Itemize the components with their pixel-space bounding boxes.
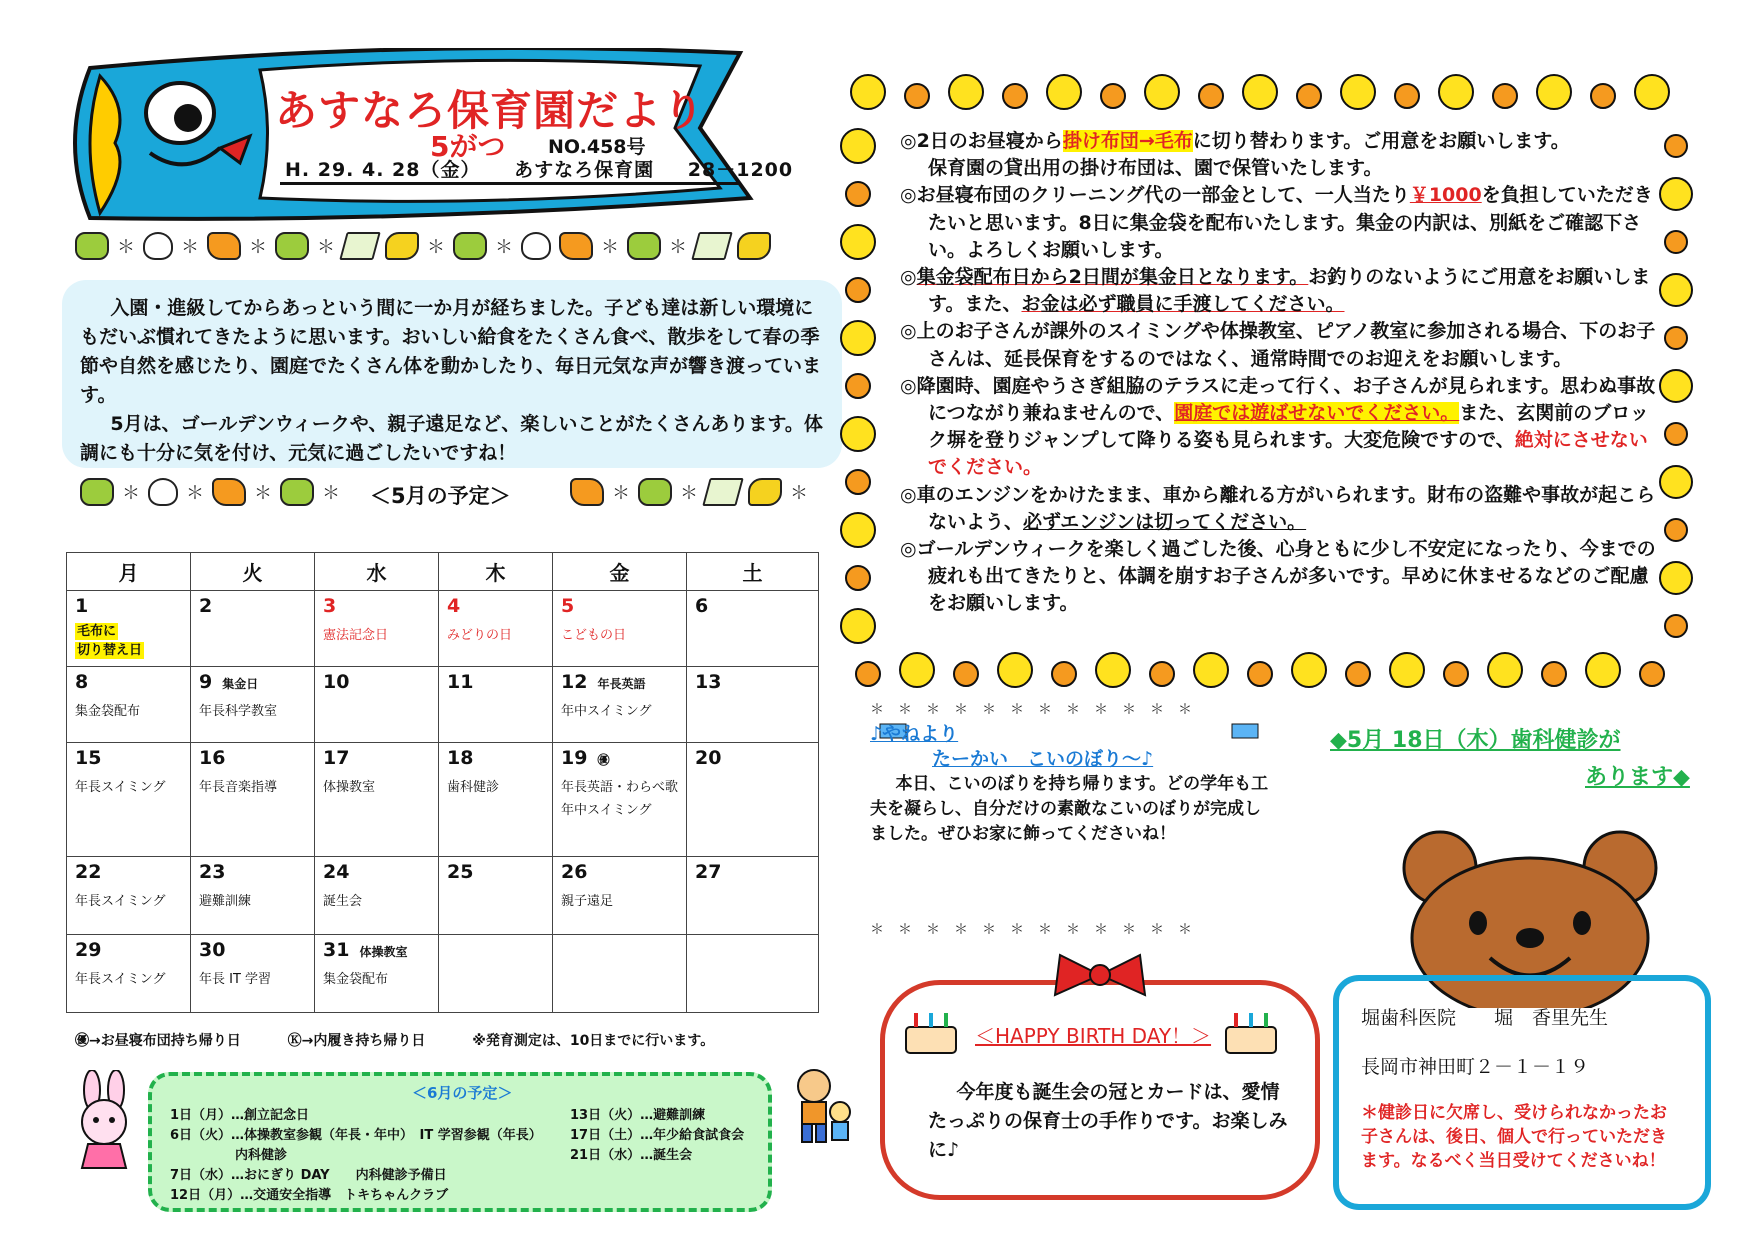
dot-decoration	[841, 609, 875, 643]
calendar-day-cell	[315, 667, 439, 743]
day-event: 切り替え日	[77, 643, 143, 658]
star-icon: ＊	[117, 237, 135, 258]
dot-decoration	[846, 470, 870, 494]
candy-icon	[207, 232, 241, 260]
day-side-note: 体操教室	[359, 945, 408, 959]
bunny-illustration	[68, 1070, 140, 1170]
dental-info-box	[1333, 975, 1711, 1210]
poem-title-2: たーかい こいのぼり～♪	[932, 748, 1154, 770]
children-illustration	[790, 1066, 854, 1146]
calendar-day-cell	[687, 591, 819, 667]
dot-decoration	[1052, 662, 1076, 686]
day-event: 避難訓練	[199, 894, 252, 909]
june-item: 21日（水）…誕生会	[570, 1148, 693, 1163]
dot-decoration	[1665, 327, 1687, 349]
day-event: 年長科学教室	[199, 704, 278, 719]
calendar-week-row	[67, 743, 819, 857]
dot-decoration	[1199, 84, 1223, 108]
calendar-legend	[75, 1030, 756, 1050]
calendar-day-cell	[439, 591, 553, 667]
star-icon: ＊	[669, 237, 687, 258]
dot-decoration	[1297, 84, 1321, 108]
dot-decoration	[1395, 84, 1419, 108]
dot-decoration	[1194, 653, 1228, 687]
calendar-day-cell	[191, 935, 315, 1013]
dental-note: ＊健診日に欠席し、受けられなかったお子さんは、後日、個人で行っていただきます。なるべく当日受けてくださいね！	[1361, 1103, 1667, 1171]
dot-decoration	[846, 182, 870, 206]
bag-icon	[275, 232, 309, 260]
notice-item: ◎ゴールデンウィークを楽しく過ごした後、心身ともに少し不安定になったり、今までの疲れも出てきたりと、体調を崩すお子さんが多いです。早めに休ませるなどのご配慮をお願いします。	[900, 538, 1656, 615]
day-number: 31	[323, 939, 350, 961]
svg-text:＊ ＊ ＊ ＊ ＊ ＊ ＊ ＊ ＊ ＊ ＊ ＊: ＊ ＊ ＊ ＊ ＊ ＊ ＊ ＊ ＊ ＊ ＊ ＊	[870, 922, 1192, 938]
intro-paragraph: 5月は、ゴールデンウィークや、親子遠足など、楽しいことがたくさんあります。体調にも十分に気を付け、元気に過ごしたいですね！	[80, 413, 823, 464]
notice-item: ◎2日のお昼寝から掛け布団→毛布に切り替わります。ご用意をお願いします。	[900, 130, 1570, 152]
issue-date: H. 29. 4. 28（金）	[285, 159, 481, 181]
dot-decoration	[841, 513, 875, 547]
dot-decoration	[1101, 84, 1125, 108]
dot-decoration	[841, 129, 875, 163]
onigiri-icon	[148, 478, 178, 506]
star-icon: ＊	[427, 237, 445, 258]
bag-icon	[627, 232, 661, 260]
dot-decoration	[905, 84, 929, 108]
dot-decoration	[1444, 662, 1468, 686]
dot-decoration	[1660, 466, 1692, 498]
candy-icon	[559, 232, 593, 260]
bag-icon	[280, 478, 314, 506]
star-icon: ＊	[601, 237, 619, 258]
day-event: 年長 IT 学習	[199, 972, 272, 987]
calendar-day-cell	[553, 743, 687, 857]
calendar-day-cell	[439, 857, 553, 935]
day-number: 23	[199, 861, 226, 883]
notice-item: ◎集金袋配布日から2日間が集金日となります。お釣りのないようにご用意をお願いします。また、お金は必ず職員に手渡してください。	[900, 266, 1651, 316]
day-event: 年長スイミング	[75, 972, 166, 987]
dot-decoration	[1640, 662, 1664, 686]
day-number	[561, 939, 678, 965]
cake-icon	[900, 1005, 962, 1057]
day-event: 年長英語・わらべ歌	[561, 780, 679, 795]
dot-decoration	[900, 653, 934, 687]
day-number: 26	[561, 861, 588, 883]
calendar-weekday-header: 月	[67, 553, 191, 591]
dot-decoration	[1047, 75, 1081, 109]
clinic-address: 長岡市神田町２－１－１９	[1361, 1056, 1590, 1078]
notice-item: ◎お昼寝布団のクリーニング代の一部金として、一人当たり￥1000を負担していただきたいと思います。8日に集金袋を配布いたします。集金の内訳は、別紙をご確認下さい。よろしくお願いします。	[900, 184, 1653, 261]
calendar-day-cell	[553, 935, 687, 1013]
day-number: 27	[695, 861, 722, 883]
star-icon: ＊	[249, 237, 267, 258]
calendar-day-cell	[687, 935, 819, 1013]
calendar-day-cell	[553, 591, 687, 667]
calendar-day-cell	[191, 591, 315, 667]
icon-row-left	[80, 478, 340, 506]
phone-number: 28－1200	[687, 159, 794, 181]
dot-decoration	[1660, 370, 1692, 402]
calendar-week-row	[67, 857, 819, 935]
calendar-weekday-header: 水	[315, 553, 439, 591]
calendar-day-cell	[67, 935, 191, 1013]
calendar-header-row	[67, 553, 819, 591]
day-number: 6	[695, 595, 709, 617]
school-name: あすなろ保育園	[514, 159, 655, 181]
star-icon: ＊	[495, 237, 513, 258]
calendar-day-cell	[67, 743, 191, 857]
month-label: 5がつ	[430, 130, 506, 163]
day-event: 毛布に	[77, 624, 117, 639]
day-number: 11	[447, 671, 474, 693]
star-icon: ＊	[680, 483, 698, 504]
koinobori-note	[870, 722, 1270, 847]
calendar-day-cell	[315, 935, 439, 1013]
icon-row-right	[570, 478, 808, 506]
date-line	[285, 155, 819, 182]
bag-icon	[75, 232, 109, 260]
day-number: 2	[199, 595, 213, 617]
notice-item: ◎上のお子さんが課外のスイミングや体操教室、ピアノ教室に参加される場合、下のお子さんは、延長保育をするのではなく、通常時間でのお迎えをお願いします。	[900, 320, 1656, 370]
dot-decoration	[1591, 84, 1615, 108]
day-event: 年長スイミング	[75, 894, 166, 909]
dot-decoration	[1635, 75, 1669, 109]
calendar-day-cell	[687, 857, 819, 935]
dot-decoration	[1660, 178, 1692, 210]
calendar-day-cell	[439, 935, 553, 1013]
dental-heading-1: ◆5月 18日（木）歯科健診が	[1330, 728, 1621, 753]
star-icon: ＊	[790, 483, 808, 504]
dot-decoration	[1003, 84, 1027, 108]
day-event: 歯科健診	[447, 780, 500, 795]
calendar-day-cell	[687, 743, 819, 857]
icon-row-top	[75, 232, 771, 260]
calendar-day-cell	[67, 857, 191, 935]
may-calendar	[66, 552, 819, 1013]
calendar-weekday-header: 金	[553, 553, 687, 591]
dot-decoration	[998, 653, 1032, 687]
june-item: 17日（土）…年少給食試食会	[570, 1128, 745, 1143]
dot-decoration	[856, 662, 880, 686]
dot-decoration	[1665, 231, 1687, 253]
dot-decoration	[1665, 519, 1687, 541]
candy-icon	[748, 478, 782, 506]
calendar-day-cell	[67, 591, 191, 667]
sandwich-icon	[339, 232, 381, 260]
candy-icon	[737, 232, 771, 260]
dot-decoration	[846, 566, 870, 590]
day-number: 22	[75, 861, 102, 883]
candy-icon	[570, 478, 604, 506]
calendar-weekday-header: 土	[687, 553, 819, 591]
day-event: 年中スイミング	[561, 704, 652, 719]
dot-decoration	[1096, 653, 1130, 687]
dot-decoration	[1341, 75, 1375, 109]
day-event: 年中スイミング	[561, 803, 652, 818]
dot-decoration	[1390, 653, 1424, 687]
bag-icon	[638, 478, 672, 506]
calendar-day-cell	[687, 667, 819, 743]
day-number: 12	[561, 671, 588, 693]
calendar-week-row	[67, 667, 819, 743]
day-number	[695, 939, 810, 965]
calendar-day-cell	[315, 591, 439, 667]
ribbon-icon	[1040, 950, 1160, 1000]
legend-futon: ㊝→お昼寝布団持ち帰り日	[75, 1033, 241, 1049]
dental-heading-2: あります◆	[1585, 765, 1690, 790]
day-number: 17	[323, 747, 350, 769]
calendar-day-cell	[439, 667, 553, 743]
day-side-note: 集金日	[222, 677, 259, 691]
poem-title-1: ♪やねより	[870, 723, 959, 745]
june-schedule-right	[570, 1106, 744, 1166]
calendar-day-cell	[315, 857, 439, 935]
dot-decoration	[1665, 615, 1687, 637]
star-icon: ＊	[186, 483, 204, 504]
star-icon: ＊	[612, 483, 630, 504]
day-event: こどもの日	[561, 628, 627, 643]
dot-decoration	[954, 662, 978, 686]
june-item: 12日（月）…交通安全指導 トキちゃんクラブ	[170, 1188, 449, 1203]
day-event: 親子遠足	[561, 894, 614, 909]
dot-decoration	[846, 278, 870, 302]
star-icon: ＊	[122, 483, 140, 504]
calendar-weekday-header: 木	[439, 553, 553, 591]
star-icon: ＊	[317, 237, 335, 258]
birthday-body: 今年度も誕生会の冠とカードは、愛情たっぷりの保育士の手作りです。お楽しみに♪	[928, 1081, 1288, 1161]
day-event: 誕生会	[323, 894, 363, 909]
calendar-day-cell	[439, 743, 553, 857]
june-item: 内科健診	[170, 1148, 288, 1163]
day-number: 3	[323, 595, 337, 617]
day-event: 年長音楽指導	[199, 780, 278, 795]
dot-decoration	[1542, 662, 1566, 686]
date-underline	[280, 182, 740, 185]
calendar-day-cell	[191, 857, 315, 935]
onigiri-icon	[143, 232, 173, 260]
poem-body: 本日、こいのぼりを持ち帰ります。どの学年も工夫を凝らし、自分だけの素敵なこいのぼりが完成しました。ぜひお家に飾ってくださいね！	[870, 774, 1269, 844]
dot-decoration	[1488, 653, 1522, 687]
day-number: 24	[323, 861, 350, 883]
intro-message	[62, 280, 842, 468]
june-item: 13日（火）…避難訓練	[570, 1108, 706, 1123]
day-number: 1	[75, 595, 89, 617]
star-icon: ＊	[322, 483, 340, 504]
dot-decoration	[949, 75, 983, 109]
bag-icon	[453, 232, 487, 260]
june-schedule-left	[170, 1106, 542, 1206]
birthday-title: ＜HAPPY BIRTH DAY！＞	[975, 1024, 1212, 1048]
day-number: 15	[75, 747, 102, 769]
clinic-name: 堀歯科医院 堀 香里先生	[1361, 1007, 1609, 1029]
notice-item: ◎降園時、園庭やうさぎ組脇のテラスに走って行く、お子さんが見られます。思わぬ事故につながり兼ねませんので、園庭では遊ばせないでください。また、玄関前のブロック塀を登りジャンプして降りる姿も見られます。大変危険ですので、絶対にさせないでください。	[900, 374, 1656, 479]
june-schedule-title: ＜6月の予定＞	[412, 1084, 513, 1102]
day-number: 30	[199, 939, 226, 961]
calendar-day-cell	[67, 667, 191, 743]
june-item: 1日（月）…創立記念日	[170, 1108, 310, 1123]
dot-decoration	[1243, 75, 1277, 109]
day-number	[447, 939, 544, 965]
june-item: 6日（火）…体操教室参観（年長・年中） IT 学習参観（年長）	[170, 1128, 542, 1143]
dot-decoration	[841, 321, 875, 355]
candy-icon	[385, 232, 419, 260]
notice-list	[900, 128, 1660, 618]
dot-decoration	[1660, 274, 1692, 306]
svg-text:＊ ＊ ＊ ＊ ＊ ＊ ＊ ＊ ＊ ＊ ＊ ＊: ＊ ＊ ＊ ＊ ＊ ＊ ＊ ＊ ＊ ＊ ＊ ＊	[870, 702, 1192, 718]
calendar-day-cell	[553, 667, 687, 743]
onigiri-icon	[521, 232, 551, 260]
day-event: 年長スイミング	[75, 780, 166, 795]
notice-item: ◎車のエンジンをかけたまま、車から離れる方がいられます。財布の盗難や事故が起こらないよう、必ずエンジンは切ってください。	[900, 483, 1656, 533]
calendar-day-cell	[191, 667, 315, 743]
dot-decoration	[1145, 75, 1179, 109]
day-number: 8	[75, 671, 89, 693]
calendar-day-cell	[553, 857, 687, 935]
day-event: 集金袋配布	[75, 704, 141, 719]
dot-decoration	[1493, 84, 1517, 108]
dot-decoration	[846, 374, 870, 398]
may-schedule-title: ＜5月の予定＞	[370, 484, 511, 508]
day-event: みどりの日	[447, 628, 513, 643]
dot-decoration	[841, 417, 875, 451]
dot-decoration	[1292, 653, 1326, 687]
day-event: 体操教室	[323, 780, 376, 795]
day-number: 29	[75, 939, 102, 961]
dot-decoration	[851, 75, 885, 109]
newsletter-title: あすなろ保育園だより	[275, 86, 706, 135]
dot-decoration	[1150, 662, 1174, 686]
day-side-note: ㊝	[597, 753, 610, 767]
day-number: 25	[447, 861, 474, 883]
dot-decoration	[841, 225, 875, 259]
star-icon: ＊	[254, 483, 272, 504]
calendar-week-row	[67, 591, 819, 667]
day-number: 9	[199, 671, 213, 693]
legend-measure: ※発育測定は、10日までに行います。	[472, 1033, 715, 1049]
day-event: 集金袋配布	[323, 972, 389, 987]
june-schedule-box	[148, 1072, 772, 1212]
calendar-day-cell	[315, 743, 439, 857]
dot-decoration	[1586, 653, 1620, 687]
notice-item: 保育園の貸出用の掛け布団は、園で保管いたします。	[928, 157, 1383, 180]
day-event: 憲法記念日	[323, 628, 389, 643]
cake-icon	[1220, 1005, 1282, 1057]
dot-decoration	[1660, 562, 1692, 594]
legend-shoes: Ⓚ→内履き持ち帰り日	[287, 1033, 426, 1049]
dot-decoration	[1346, 662, 1370, 686]
calendar-weekday-header: 火	[191, 553, 315, 591]
day-number: 13	[695, 671, 722, 693]
candy-icon	[212, 478, 246, 506]
dot-decoration	[1439, 75, 1473, 109]
day-number: 10	[323, 671, 350, 693]
day-number: 5	[561, 595, 575, 617]
day-number: 19	[561, 747, 588, 769]
calendar-day-cell	[191, 743, 315, 857]
day-side-note: 年長英語	[597, 677, 646, 691]
calendar-week-row	[67, 935, 819, 1013]
intro-paragraph: 入園・進級してからあっという間に一か月が経ちました。子ども達は新しい環境にもだいぶ慣れてきたように思います。おいしい給食をたくさん食べ、散歩をして春の季節や自然を感じたり、園庭でたくさん体を動かしたり、毎日元気な声が響き渡っています。	[80, 297, 822, 406]
day-number: 18	[447, 747, 474, 769]
dot-decoration	[1665, 423, 1687, 445]
dot-decoration	[1665, 135, 1687, 157]
june-item: 7日（水）…おにぎり DAY 内科健診予備日	[170, 1168, 447, 1183]
day-number: 16	[199, 747, 226, 769]
star-icon: ＊	[181, 237, 199, 258]
sandwich-icon	[691, 232, 733, 260]
day-number: 20	[695, 747, 722, 769]
bag-icon	[80, 478, 114, 506]
dot-decoration	[1248, 662, 1272, 686]
sandwich-icon	[702, 478, 744, 506]
issue-number: NO.458号	[548, 136, 646, 158]
day-number: 4	[447, 595, 461, 617]
dot-decoration	[1537, 75, 1571, 109]
